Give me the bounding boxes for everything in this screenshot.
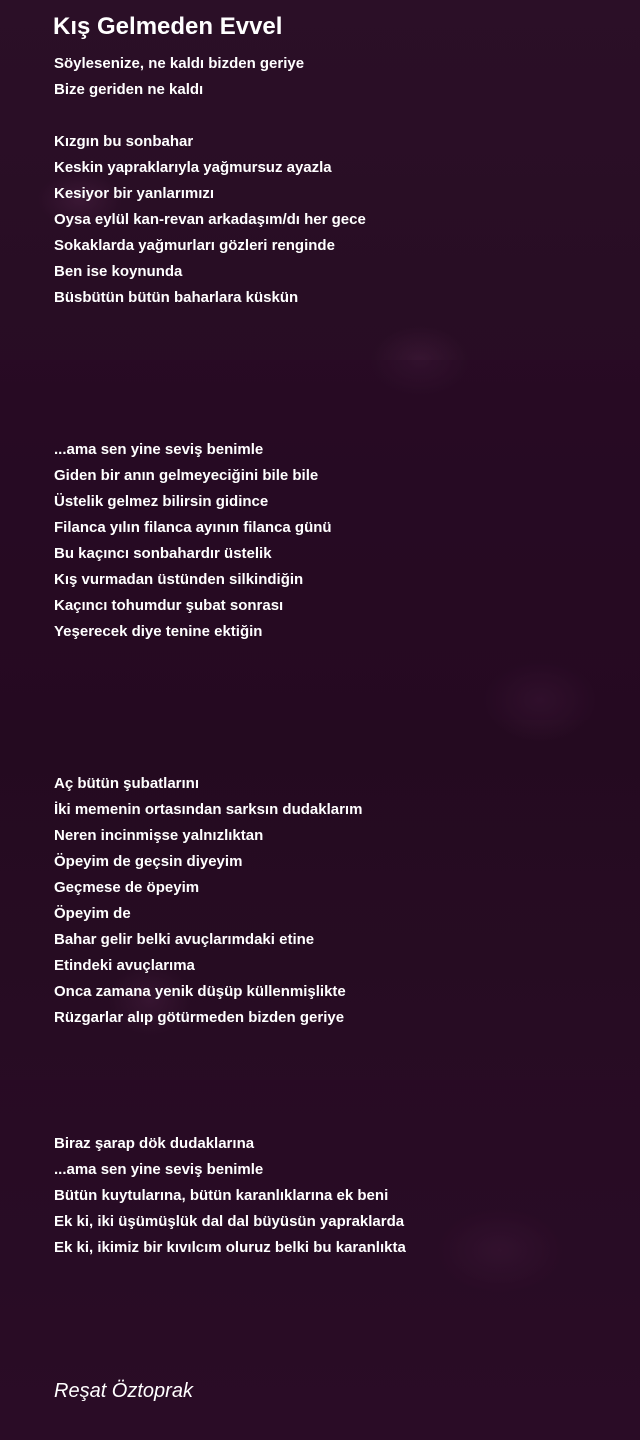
poem-stanza-1 xyxy=(54,51,366,311)
poem-line: Ek ki, iki üşümüşlük dal dal büyüsün yapraklarda xyxy=(54,1213,405,1230)
poem-line: Filanca yılın filanca ayının filanca günü xyxy=(54,519,332,536)
poem-line: Yeşerecek diye tenine ektiğin xyxy=(54,623,263,640)
poem-line: Rüzgarlar alıp götürmeden bizden geriye xyxy=(54,1009,345,1026)
poem-line: Bahar gelir belki avuçlarımdaki etine xyxy=(54,931,315,948)
poem-line: Aç bütün şubatlarını xyxy=(54,775,200,792)
poem-stanza-4 xyxy=(54,1131,406,1261)
poem-line: Kesiyor bir yanlarımızı xyxy=(54,185,215,202)
poem-line: Söylesenize, ne kaldı bizden geriye xyxy=(54,55,305,72)
poem-line: Üstelik gelmez bilirsin gidince xyxy=(54,493,269,510)
poem-line: Kızgın bu sonbahar xyxy=(54,133,194,150)
poem-line: Onca zamana yenik düşüp küllenmişlikte xyxy=(54,983,346,1000)
poem-line: Büsbütün bütün baharlara küskün xyxy=(54,289,299,306)
poem-line: Giden bir anın gelmeyeciğini bile bile xyxy=(54,467,319,484)
poem-stanza-3 xyxy=(54,771,362,1031)
poem-author: Reşat Öztoprak xyxy=(54,1380,193,1402)
poem-line: ...ama sen yine seviş benimle xyxy=(54,1161,264,1178)
poem-stanza-2 xyxy=(54,437,332,645)
poem-line: Kaçıncı tohumdur şubat sonrası xyxy=(54,597,284,614)
poem-line: İki memenin ortasından sarksın dudaklarım xyxy=(54,801,363,818)
poem-line: Ek ki, ikimiz bir kıvılcım oluruz belki bu karanlıkta xyxy=(54,1239,406,1256)
poem-line: Geçmese de öpeyim xyxy=(54,879,200,896)
poem-line: Keskin yapraklarıyla yağmursuz ayazla xyxy=(54,159,332,176)
poem-line: Etindeki avuçlarıma xyxy=(54,957,195,974)
poem-line: Öpeyim de xyxy=(54,905,131,922)
poem-line: Oysa eylül kan-revan arkadaşım/dı her gece xyxy=(54,211,366,228)
poem-line: ...ama sen yine seviş benimle xyxy=(54,441,264,458)
poem-line: Bize geriden ne kaldı xyxy=(54,81,204,98)
poem-line: Kış vurmadan üstünden silkindiğin xyxy=(54,571,304,588)
poem-line: Bütün kuytularına, bütün karanlıklarına ek beni xyxy=(54,1187,389,1204)
poem-line: Ben ise koynunda xyxy=(54,263,183,280)
poem-line: Bu kaçıncı sonbahardır üstelik xyxy=(54,545,272,562)
stanza-gap xyxy=(54,103,366,129)
poem-line: Neren incinmişse yalnızlıktan xyxy=(54,827,264,844)
poem-title: Kış Gelmeden Evvel xyxy=(53,13,283,40)
poem-line: Sokaklarda yağmurları gözleri renginde xyxy=(54,237,335,254)
poem-line: Öpeyim de geçsin diyeyim xyxy=(54,853,243,870)
poem-line: Biraz şarap dök dudaklarına xyxy=(54,1135,255,1152)
